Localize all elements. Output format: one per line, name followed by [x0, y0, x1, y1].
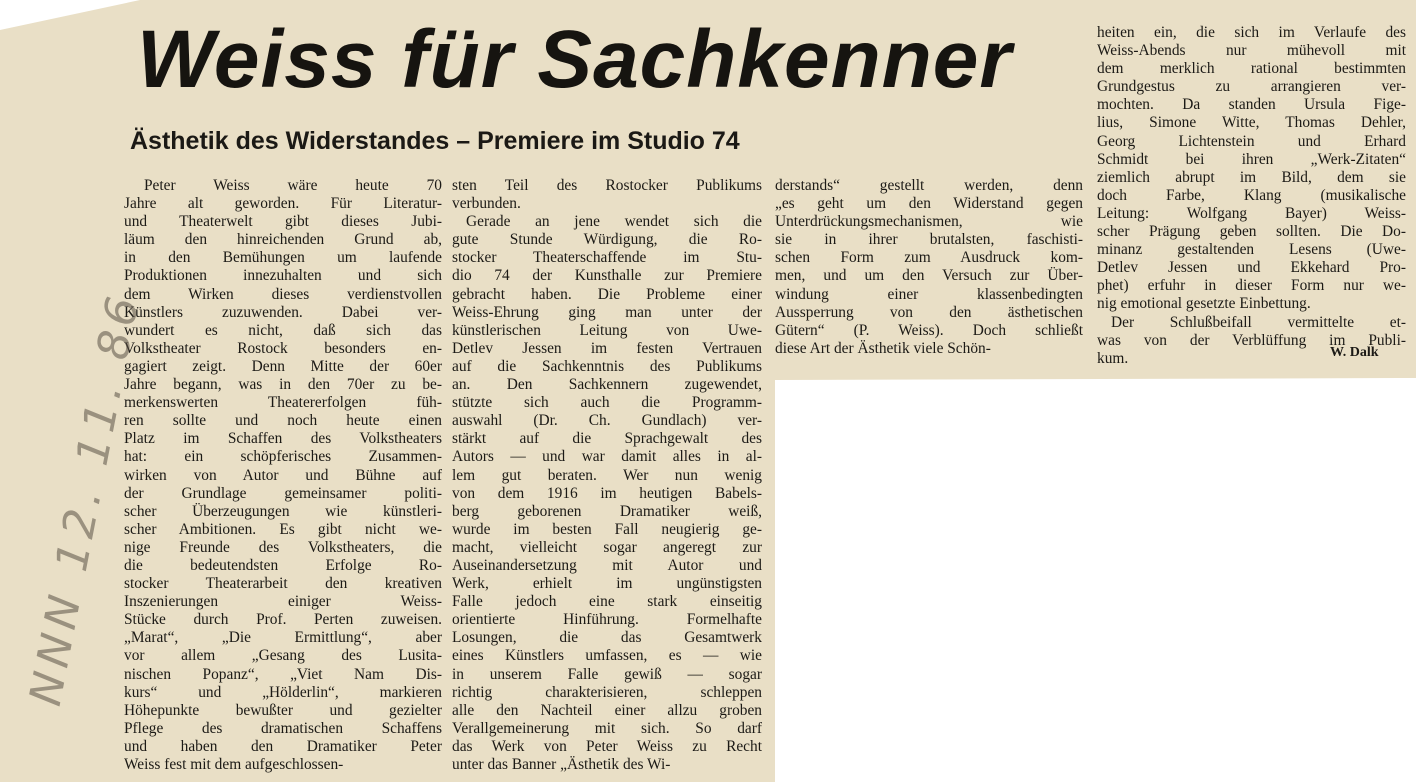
article-line: das Werk von Peter Weiss zu Recht: [452, 737, 762, 755]
article-line: minanz gestaltenden Lesens (Uwe-: [1097, 241, 1406, 259]
article-line: gebracht haben. Die Probleme einer: [452, 285, 762, 303]
article-line: unter das Banner „Ästhetik des Wi-: [452, 756, 671, 773]
article-line: dem Wirken dieses verdienstvollen: [124, 285, 442, 303]
article-line: von dem 1916 im heutigen Babels-: [452, 484, 762, 502]
article-line: gagiert zeigt. Denn Mitte der 60er: [124, 357, 442, 375]
article-line: orientierte Hinführung. Formelhafte: [452, 611, 762, 629]
article-line: Aussperrung von den ästhetischen: [775, 303, 1083, 321]
article-line: ren sollte und noch heute einen: [124, 412, 442, 430]
article-line: gute Stunde Würdigung, die Ro-: [452, 231, 762, 249]
article-line: sie in ihrer brutalsten, faschisti-: [775, 231, 1083, 249]
subheadline: Ästhetik des Widerstandes – Premiere im Studio 74: [130, 127, 740, 155]
article-line: Künstlers zuzuwenden. Dabei ver-: [124, 303, 442, 321]
article-line: doch Farbe, Klang (musikalische: [1097, 186, 1406, 204]
article-line: lem gut beraten. Wer nun wenig: [452, 466, 762, 484]
article-line: Weiss-Ehrung ging man unter der: [452, 303, 762, 321]
article-line: wundert es nicht, daß sich das: [124, 321, 442, 339]
article-line: wirken von Autor und Bühne auf: [124, 466, 442, 484]
article-line: der Grundlage gemeinsamer politi-: [124, 484, 442, 502]
article-line: heiten ein, die sich im Verlaufe des: [1097, 24, 1406, 41]
article-line: scher Prägung geben sollten. Die Do-: [1097, 223, 1406, 241]
article-line: Verallgemeinerung mit sich. So darf: [452, 719, 762, 737]
article-line: was von der Verblüffung im Publi-: [1097, 331, 1406, 349]
article-line: Losungen, die das Gesamtwerk: [452, 629, 762, 647]
article-line: scher Ambitionen. Es gibt nicht we-: [124, 520, 442, 538]
article-line: die bedeutendsten Erfolge Ro-: [124, 556, 442, 574]
article-line: diese Art der Ästhetik viele Schön-: [775, 339, 991, 357]
article-line: richtig charakterisieren, schleppen: [452, 683, 762, 701]
article-line: Schmidt bei ihren „Werk-Zitaten“: [1097, 150, 1406, 168]
article-line: Grundgestus zu arrangieren ver-: [1097, 78, 1406, 96]
article-line: Volkstheater Rostock besonders en-: [124, 339, 442, 357]
article-line: kum.: [1097, 349, 1129, 367]
article-line: Inszenierungen einiger Weiss-: [124, 593, 442, 611]
article-line: dem merklich rational bestimmten: [1097, 60, 1406, 78]
article-line: Jahre alt geworden. Für Literatur-: [124, 195, 442, 213]
article-line: men, und um den Versuch zur Über-: [775, 267, 1083, 285]
author-signature: W. Dalk: [1330, 345, 1379, 360]
article-line: Werk, erhielt im ungünstigsten: [452, 575, 762, 593]
article-line: Platz im Schaffen des Volkstheaters: [124, 430, 442, 448]
article-line: phet) erfuhr in dieser Form nur we-: [1097, 277, 1406, 295]
article-line: kurs“ und „Hölderlin“, markieren: [124, 683, 442, 701]
article-line: sten Teil des Rostocker Publikums: [452, 177, 762, 194]
article-line: an. Den Sachkennern zugewendet,: [452, 376, 762, 394]
article-column-4: [1097, 24, 1406, 368]
article-line: und Theaterwelt gibt dieses Jubi-: [124, 213, 442, 231]
article-line: Leitung: Wolfgang Bayer) Weiss-: [1097, 204, 1406, 222]
article-line: Produktionen innezuhalten und sich: [124, 267, 442, 285]
article-line: auf die Sachkenntnis des Publikums: [452, 357, 762, 375]
article-line: Stücke durch Prof. Perten zuweisen.: [124, 611, 442, 629]
handwritten-date-note: NNN 12. 11. 86: [20, 287, 151, 710]
article-line: derstands“ gestellt werden, denn: [775, 177, 1083, 194]
article-line: nig emotional gesetzte Einbettung.: [1097, 295, 1311, 313]
article-line: Falle jedoch eine stark einseitig: [452, 593, 762, 611]
article-line: Jahre begann, was in den 70er zu be-: [124, 376, 442, 394]
article-line: „es geht um den Widerstand gegen: [775, 195, 1083, 213]
article-line: vor allem „Gesang des Lusita-: [124, 647, 442, 665]
article-line: Weiss fest mit dem aufgeschlossen-: [124, 756, 344, 773]
article-line: windung einer klassenbedingten: [775, 285, 1083, 303]
article-line: hat: ein schöpferisches Zusammen-: [124, 448, 442, 466]
article-line: alle den Nachteil einer allzu groben: [452, 701, 762, 719]
article-line: macht, vielleicht sogar angeregt zur: [452, 538, 762, 556]
article-line: stocker Theaterschaffende im Stu-: [452, 249, 762, 267]
article-column-1: [124, 177, 442, 774]
article-line: Gerade an jene wendet sich die: [466, 213, 762, 231]
article-line: dio 74 der Kunsthalle zur Premiere: [452, 267, 762, 285]
article-line: verbunden.: [452, 195, 521, 213]
article-line: Unterdrückungsmechanismen, wie: [775, 213, 1083, 231]
article-line: Georg Lichtenstein und Erhard: [1097, 132, 1406, 150]
article-line: nige Freunde des Volkstheaters, die: [124, 538, 442, 556]
article-line: ziemlich abrupt im Bild, dem sie: [1097, 168, 1406, 186]
article-line: Pflege des dramatischen Schaffens: [124, 719, 442, 737]
article-column-2: [452, 177, 762, 774]
article-line: Auseinandersetzung mit Autor und: [452, 556, 762, 574]
article-line: schen Form zum Ausdruck kom-: [775, 249, 1083, 267]
article-line: Detlev Jessen und Ekkehard Pro-: [1097, 259, 1406, 277]
article-line: künstlerischen Leitung von Uwe-: [452, 321, 762, 339]
article-line: mochten. Da standen Ursula Fige-: [1097, 96, 1406, 114]
article-line: in unserem Falle gewiß — sogar: [452, 665, 762, 683]
article-line: Höhepunkte bewußter und gezielter: [124, 701, 442, 719]
headline: Weiss für Sachkenner: [137, 14, 1013, 105]
article-line: auswahl (Dr. Ch. Gundlach) ver-: [452, 412, 762, 430]
article-line: stärkt auf die Sprachgewalt des: [452, 430, 762, 448]
article-line: Peter Weiss wäre heute 70: [144, 177, 442, 194]
article-line: lius, Simone Witte, Thomas Dehler,: [1097, 114, 1406, 132]
article-line: eines Künstlers umfassen, es — wie: [452, 647, 762, 665]
article-line: in den Bemühungen um laufende: [124, 249, 442, 267]
article-line: läum den hinreichenden Grund ab,: [124, 231, 442, 249]
article-line: stützte sich auch die Programm-: [452, 394, 762, 412]
article-line: stocker Theaterarbeit den kreativen: [124, 575, 442, 593]
article-line: Weiss-Abends nur mühevoll mit: [1097, 42, 1406, 60]
article-line: Gütern“ (P. Weiss). Doch schließt: [775, 321, 1083, 339]
article-line: Autors — und war damit alles in al-: [452, 448, 762, 466]
article-column-3: [775, 177, 1083, 358]
article-line: „Marat“, „Die Ermittlung“, aber: [124, 629, 442, 647]
article-line: Der Schlußbeifall vermittelte et-: [1111, 313, 1406, 331]
article-line: wurde im besten Fall neugierig ge-: [452, 520, 762, 538]
article-line: nischen Popanz“, „Viet Nam Dis-: [124, 665, 442, 683]
article-line: scher Überzeugungen wie künstleri-: [124, 502, 442, 520]
article-line: und haben den Dramatiker Peter: [124, 737, 442, 755]
article-line: berg geborenen Dramatiker weiß,: [452, 502, 762, 520]
article-line: Detlev Jessen im festen Vertrauen: [452, 339, 762, 357]
article-line: merkenswerten Theatererfolgen füh-: [124, 394, 442, 412]
